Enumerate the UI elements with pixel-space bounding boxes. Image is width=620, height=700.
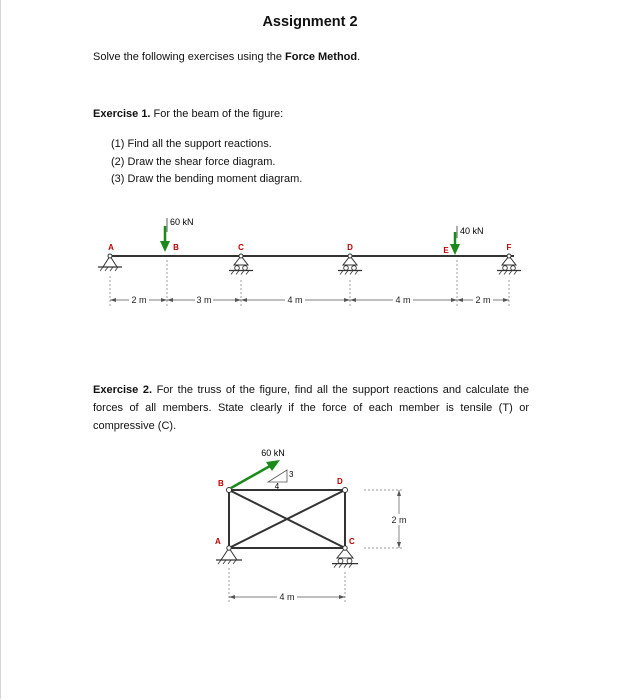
exercise-1-tasks (111, 136, 302, 189)
span-label: 4 m (287, 295, 303, 305)
slope-triangle (268, 470, 287, 482)
truss-members (229, 490, 345, 548)
inclined-load-arrow-icon (231, 460, 280, 488)
node-label: C (238, 243, 244, 252)
span-label: 4 m (395, 295, 411, 305)
dimension-arrow (397, 542, 401, 548)
node-label: F (506, 243, 512, 252)
dimension-arrow (229, 595, 235, 599)
intro-method: Force Method (285, 51, 358, 63)
dimension-arrow (397, 490, 401, 496)
load-label: 40 kN (460, 226, 484, 236)
node-label: C (349, 537, 355, 546)
node-label: A (108, 243, 114, 252)
truss-figure (0, 440, 620, 605)
intro-prefix: Solve the following exercises using the (93, 51, 285, 63)
exercise-2-label: Exercise 2. (93, 384, 153, 396)
intro-text (93, 51, 360, 63)
load-arrow-icon (450, 232, 460, 255)
page-title: Assignment 2 (262, 14, 358, 30)
roller-support-icon (497, 254, 521, 275)
roller-support-icon (229, 254, 253, 275)
exercise-2-text-block (93, 381, 529, 435)
span-label: 3 m (196, 295, 212, 305)
dimension-arrow (339, 595, 345, 599)
exercise-1-label: Exercise 1. (93, 108, 151, 120)
intro-suffix: . (357, 51, 361, 63)
task-item: (1) Find all the support reactions. (111, 138, 272, 150)
task-item: (3) Draw the bending moment diagram. (111, 173, 303, 185)
node-label: D (337, 477, 343, 486)
node-label: A (215, 537, 221, 546)
width-label: 4 m (279, 592, 295, 602)
beam-figure (0, 210, 620, 330)
load-arrow-icon (160, 226, 170, 252)
node-label: D (347, 243, 353, 252)
slope-run-label: 4 (274, 482, 280, 491)
exercise-2-text: For the truss of the figure, find all the support reactions and calculate the forces of all members. State clearly if the force of each member is tensile (T) or compressive (C). (93, 384, 529, 432)
node-label: B (218, 479, 224, 488)
span-label: 2 m (475, 295, 491, 305)
span-label: 2 m (131, 295, 147, 305)
roller-support-icon (332, 546, 358, 568)
task-item: (2) Draw the shear force diagram. (111, 155, 276, 168)
node-label: B (173, 243, 179, 252)
load-label: 60 kN (170, 217, 194, 227)
roller-support-icon (338, 254, 362, 275)
node-label: E (443, 246, 449, 255)
exercise-1-heading (93, 108, 283, 120)
slope-rise-label: 3 (289, 470, 294, 479)
height-label: 2 m (391, 515, 407, 525)
load-label: 60 kN (261, 448, 285, 458)
exercise-1-text: For the beam of the figure: (150, 108, 284, 120)
